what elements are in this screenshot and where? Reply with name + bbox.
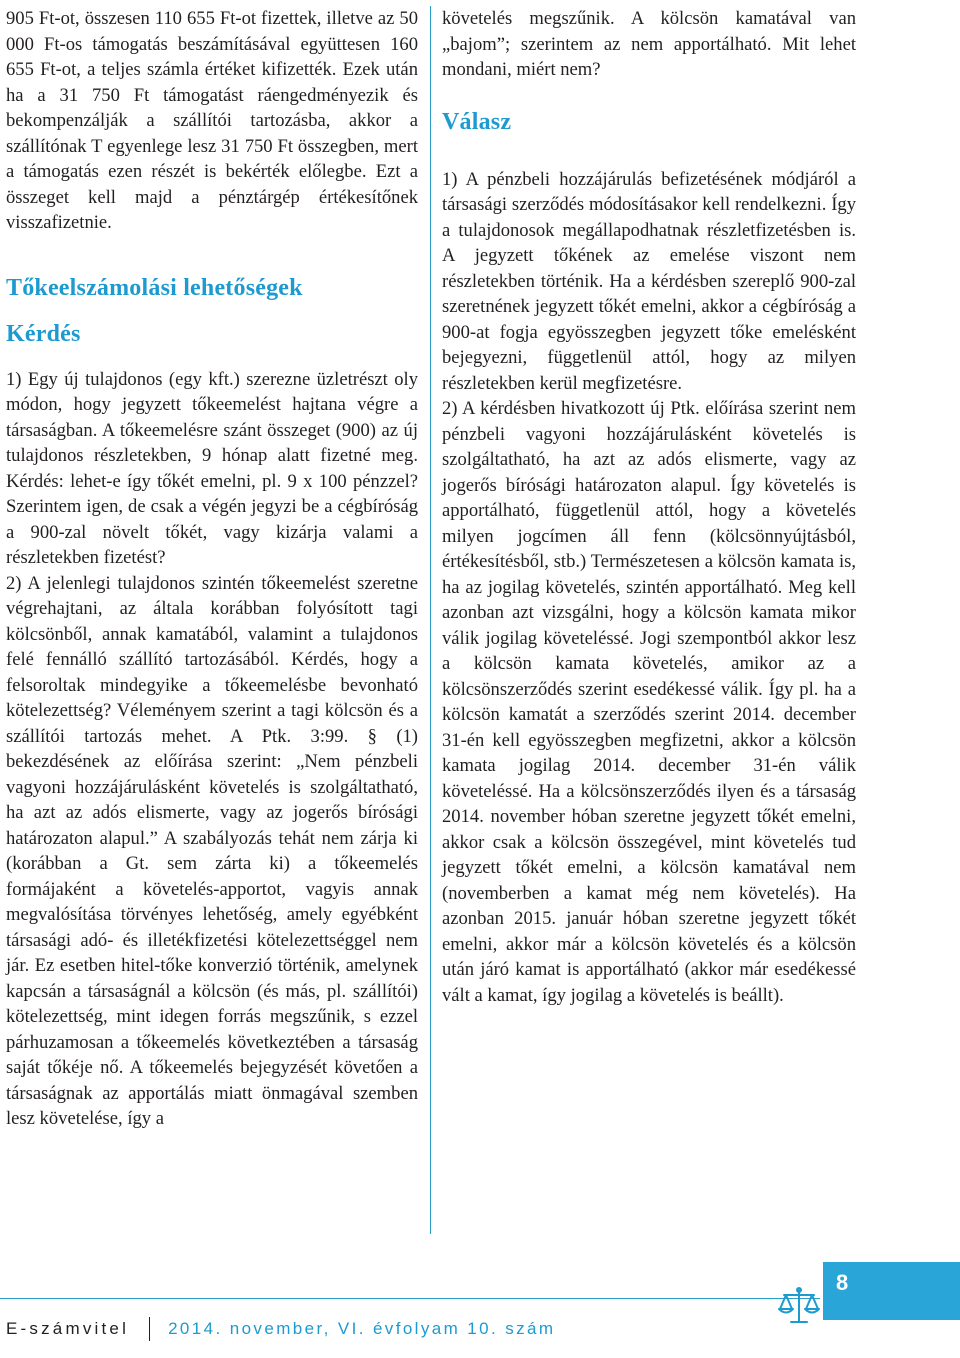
issue-info: 2014. november, VI. évfolyam 10. szám xyxy=(168,1319,556,1338)
footer xyxy=(6,1316,555,1342)
footer-separator xyxy=(149,1317,150,1341)
journal-name: E-számvitel xyxy=(6,1319,130,1338)
paragraph-continued-left: 905 Ft-ot, összesen 110 655 Ft-ot fizettek, illetve az 50 000 Ft-os támogatás beszámításával együttesen 160 655 Ft-ot, a teljes számla értéket kifizették. Ezek után ha a 31 750 Ft támogatást ráengedményezik és bekompenzálják a szállítói tartozásba, akkor a szállítónak T egyenlege lesz 31 750 Ft összegben, mert a támogatás ezen részét is bekérték előlegbe. Ezt a összeget kell majd a pénztárgép értékesítőnek visszafizetnie. xyxy=(6,8,418,233)
question-1-paragraph: 1) Egy új tulajdonos (egy kft.) szerezne üzletrészt oly módon, hogy jegyzett tőkeemelést hajtana végre a társaságban. A tőkeemelésre szánt összeget (900) az új tulajdonos részletekben, 9 hónap alatt fizetné meg. Kérdés: lehet-e így tőkét emelni, pl. 9 x 100 pénzzel? Szerintem igen, de csak a végén jegyzi be a cégbíróság a 900-zal növelt tőkét, vagy kizárja valami a részletekben fizetést? xyxy=(6,368,418,568)
page-number: 8 xyxy=(836,1270,849,1295)
answer-heading: Válasz xyxy=(442,108,512,135)
question-2-paragraph: 2) A jelenlegi tulajdonos szintén tőkeemelést szeretne végrehajtani, az általa korábban folyósított tagi kölcsönből, annak kamatából, valamint a tulajdonos felé fennálló szállító tartozásából. Kérdés, hogy a felsoroltak mindegyike a tőkeemelésbe bevonható kötelezettség? Véleményem szerint a tagi kölcsön és a szállítói tartozás mehet. A Ptk. 3:99. § (1) bekezdésének az előírása szerint: „Nem pénzbeli vagyoni hozzájárulásként követelés is szolgáltatható, ha azt az adós elismerte, vagy az jogerős bírósági határozaton alapul.” A szabályozás tehát nem zárja ki (korábban a Gt. sem zárta ki) a tőkeemelés formájaként a követelés-apportot, vagyis annak megvalósítása törvényes lehetőség, amely egyébként társasági adó- és illetékfizetési kötelezettséggel nem jár. Ez esetben hitel-tőke konverzió történik, amelynek kapcsán a társaságnál a kölcsön (és más, pl. szállítói) kötelezettség, mint idegen forrás megszűnik, s ezzel párhuzamosan a tőkeemelés következtében a társaság saját tőkéje nő. A tőkeemelés bejegyzését követően a társaságnak az apportálás miatt önmagával szemben lesz követelése, így a xyxy=(6,572,418,1129)
footer-divider xyxy=(0,1298,820,1299)
left-column xyxy=(6,6,418,1132)
column-divider xyxy=(430,6,431,1234)
paragraph-continued-right: követelés megszűnik. A kölcsön kamatával van „bajom”; szerintem az nem apportálható. Mit lehet mondani, miért nem? xyxy=(442,8,856,80)
section-heading: Tőkeelszámolási lehetőségek xyxy=(6,274,303,301)
scales-icon xyxy=(776,1283,822,1329)
answer-2-paragraph: 2) A kérdésben hivatkozott új Ptk. előírása szerint nem pénzbeli vagyoni hozzájárulásként követelés is szolgáltatható, ha azt az adós elismerte, vagy az jogerős bírósági határozaton alapul. Így követelés is apportálható, függetlenül attól, hogy a követelés milyen jogcímen áll fenn (kölcsönnyújtásból, értékesítésből, stb.) Természetesen a kölcsön kamata is, ha az jogilag követelés, szintén apportálható. Meg kell azonban azt vizsgálni, hogy a kölcsön kamata mikor válik jogilag követeléssé. Jogi szempontból akkor lesz a kölcsön kamata követelés, amikor az a kölcsönszerződés szerint esedékessé válik. Így pl. ha a kölcsön kamatát a szerződés szerint 2014. december 31-én kell egyösszegben megfizetni, akkor a kölcsön kamata jogilag 2014. december 31-én válik követeléssé. Ha a kölcsönszerződés ilyen és a társaság 2014. november hóban szeretne jegyzett tőkét emelni, akkor csak a kölcsön összegével, mint követelés tud jegyzett tőkét emelni, a kölcsön kamatával nem (novemberben a kamat még nem követelés). Ha azonban 2015. január hóban szeretne jegyzett tőkét emelni, akkor már a kölcsön követelés és a kölcsön után járó kamat is apportálható (akkor már esedékessé vált a kamat, így jogilag a követelés is beállt). xyxy=(442,398,856,1006)
answer-1-paragraph: 1) A pénzbeli hozzájárulás befizetésének módjáról a társasági szerződés módosításakor kell rendelkezni. Így a tulajdonosok megállapodhatnak részletfizetésben is. A jegyzett tőkének az emelése viszont nem részletekben történik. Ha a kérdésben szereplő 900-zal szeretnének jegyzett tőkét emelni, akkor a cégbíróság a 900-at fogja egyösszegben jegyzett tőke emelésként bejegyezni, függetlenül attól, hogy az milyen részletekben kerül megfizetésre. xyxy=(442,168,856,394)
right-column xyxy=(442,6,856,1008)
question-heading: Kérdés xyxy=(6,320,81,347)
